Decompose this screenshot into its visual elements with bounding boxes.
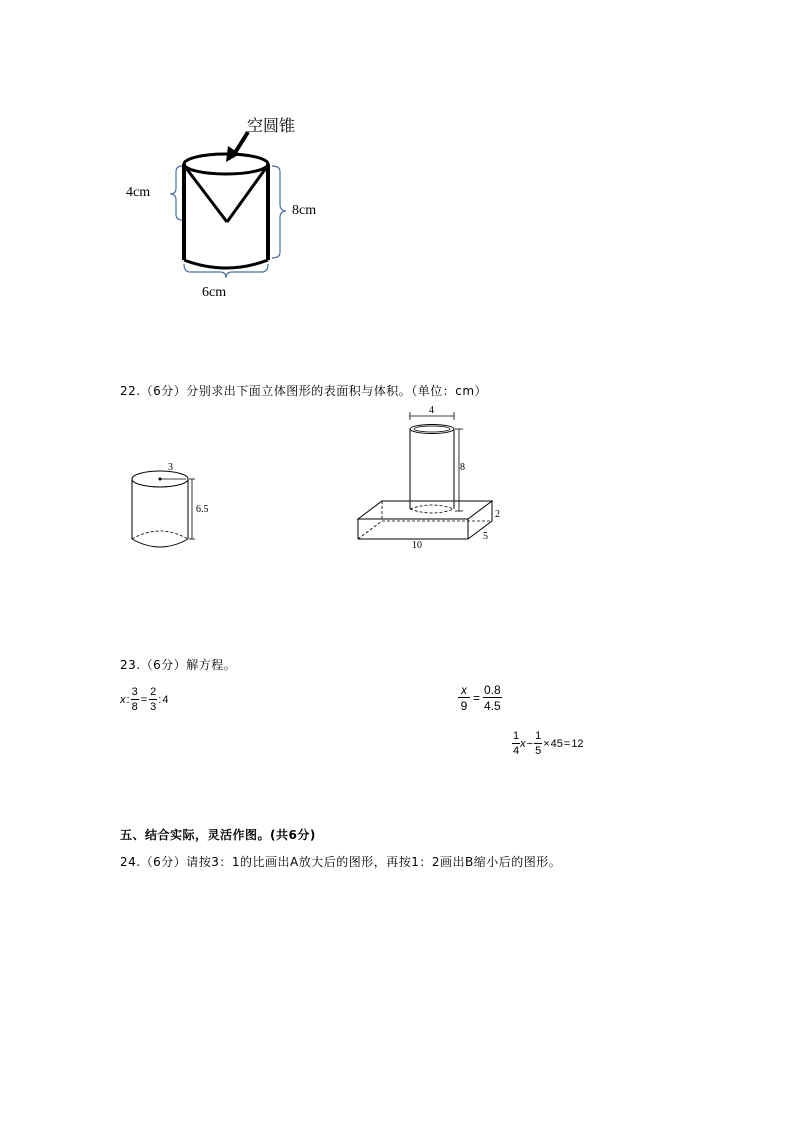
cylinder-drawing <box>128 462 228 554</box>
box-length-label: 10 <box>412 540 422 551</box>
eq3-a-numerator: 1 <box>513 730 520 742</box>
question-23-text: 23.（6分）解方程。 <box>120 658 237 672</box>
box-width-label: 5 <box>483 531 488 542</box>
eq3-times: × <box>543 738 550 750</box>
figure-cylinder-on-box <box>356 405 516 555</box>
diameter-label: 6cm <box>202 285 227 300</box>
eq2-fraction-right <box>483 684 502 712</box>
eq1-c: 4 <box>162 694 169 706</box>
cone-label: 空圆锥 <box>247 118 296 135</box>
equation-3 <box>512 731 584 757</box>
question-22-text: 22.（6分）分别求出下面立体图形的表面积与体积。（单位：cm） <box>120 384 488 398</box>
question-24-text: 24.（6分）请按3：1的比画出A放大后的图形，再按1：2画出B缩小后的图形。 <box>120 855 562 869</box>
section-5-heading: 五、结合实际，灵活作图。(共6分) <box>120 828 316 842</box>
height-left-label: 4cm <box>126 185 151 200</box>
eq2-x: x <box>458 684 470 698</box>
eq3-x: x <box>520 738 526 750</box>
eq1-fraction-b <box>149 687 157 713</box>
figure-cylinder-cone <box>120 110 360 305</box>
eq2-den: 9 <box>460 699 468 713</box>
eq1-colon: : <box>126 694 130 706</box>
eq1-equals: = <box>140 694 148 706</box>
eq3-equals: = <box>563 738 571 750</box>
eq1-x: x <box>120 694 126 706</box>
box-height-label: 2 <box>495 509 500 520</box>
height-label: 8 <box>460 462 465 473</box>
cylinder-cone-drawing <box>120 110 360 305</box>
height-right-label: 8cm <box>292 203 317 218</box>
eq1-fraction-a <box>131 687 139 713</box>
eq2-r-denominator: 4.5 <box>484 699 501 713</box>
eq2-fraction-left <box>458 684 470 712</box>
eq3-fraction-a <box>512 731 520 757</box>
eq1-a-numerator: 3 <box>131 686 138 698</box>
eq3-a-denominator: 4 <box>513 745 520 757</box>
eq1-b-denominator: 3 <box>150 701 157 713</box>
eq1-colon-2: : <box>158 694 162 706</box>
eq3-fraction-b <box>534 731 542 757</box>
height-label: 6.5 <box>196 504 209 515</box>
eq1-b-numerator: 2 <box>150 686 157 698</box>
eq2-r-numerator: 0.8 <box>484 683 501 697</box>
eq3-minus: − <box>526 738 534 750</box>
eq3-b-denominator: 5 <box>535 745 542 757</box>
diameter-label: 4 <box>429 405 434 416</box>
eq3-c: 45 <box>550 738 563 750</box>
eq2-equals: = <box>473 691 481 705</box>
radius-label: 3 <box>168 462 173 473</box>
eq3-b-numerator: 1 <box>535 730 542 742</box>
eq1-a-denominator: 8 <box>131 701 138 713</box>
figure-cylinder <box>128 462 228 554</box>
eq3-rhs: 12 <box>571 738 584 750</box>
equation-2 <box>458 684 502 712</box>
equation-1 <box>120 687 168 713</box>
combo-drawing <box>356 405 516 555</box>
